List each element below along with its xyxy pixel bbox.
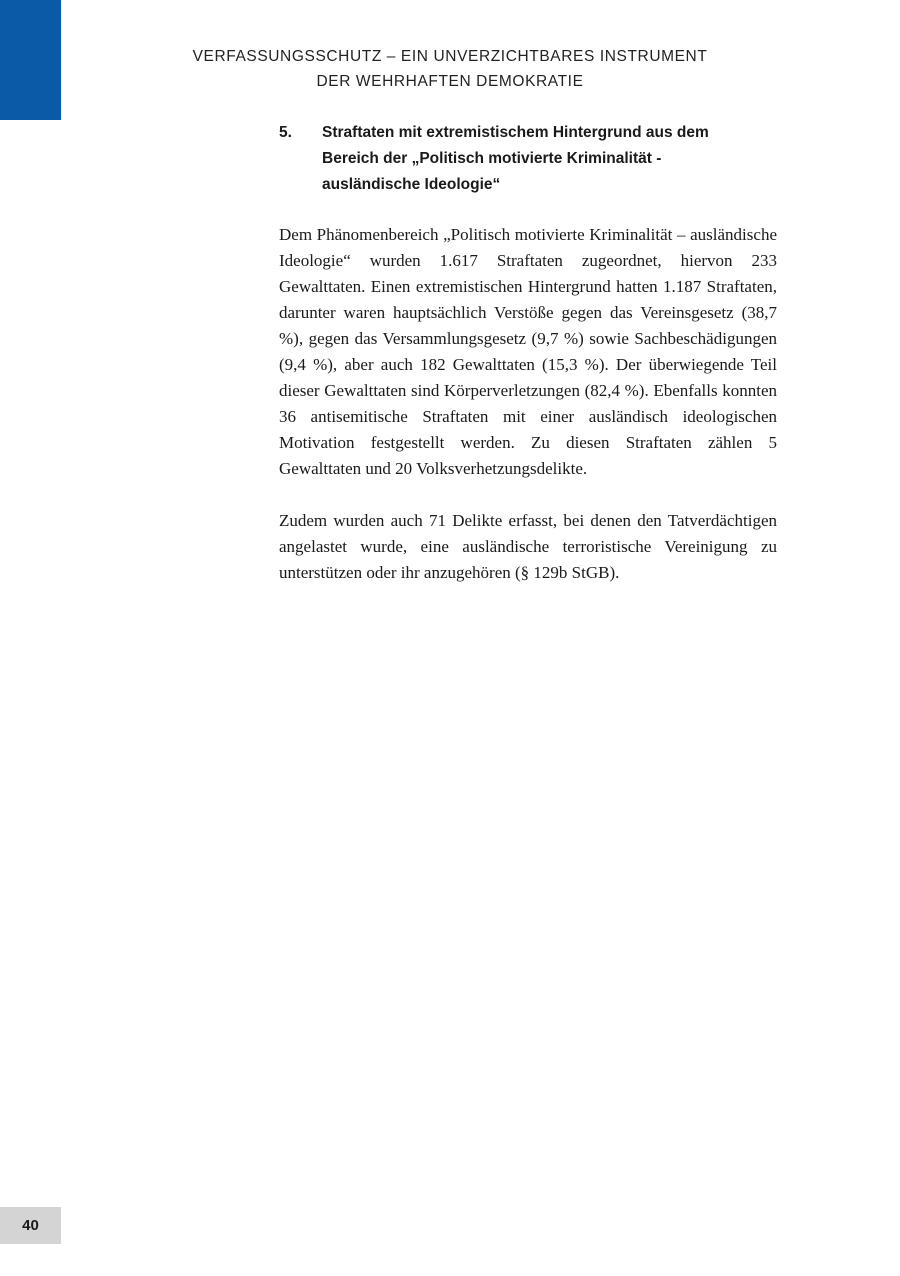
section-heading — [279, 120, 749, 198]
body-text — [279, 222, 777, 612]
section-number: 5. — [279, 124, 292, 141]
chapter-color-tab — [0, 0, 61, 120]
running-header-line-1: VERFASSUNGSSCHUTZ – EIN UNVERZICHTBARES INSTRUMENT — [192, 48, 708, 65]
paragraph-2: Zudem wurden auch 71 Delikte erfasst, bei denen den Tatverdächtigen angelastet wurde, eine ausländische terroristische Vereinigung zu unterstützen oder ihr anzugehören (§ 129b StGB). — [279, 511, 777, 582]
page-number: 40 — [0, 1207, 61, 1244]
running-header-line-2: DER WEHRHAFTEN DEMOKRATIE — [316, 73, 584, 90]
paragraph-1: Dem Phänomenbereich „Politisch motivierte Kriminalität – ausländische Ideologie“ wurden 1.617 Straftaten zugeordnet, hiervon 233 Gewalttaten. Einen extremistischen Hintergrund hatten 1.187 Straftaten, darunter waren hauptsächlich Verstöße gegen das Vereinsgesetz (38,7 %), gegen das Versammlungsgesetz (9,7 %) sowie Sachbeschädigungen (9,4 %), aber auch 182 Gewalttaten (15,3 %). Der überwiegende Teil dieser Gewalttaten sind Körperverletzungen (82,4 %). Ebenfalls konnten 36 antisemitische Straftaten mit einer ausländisch ideologischen Motivation festgestellt werden. Zu diesen Straftaten zählen 5 Gewalttaten und 20 Volksverhetzungsdelikte. — [279, 225, 777, 478]
section-title: Straftaten mit extremistischem Hintergrund aus dem Bereich der „Politisch motivierte Kriminalität - ausländische Ideologie“ — [322, 124, 709, 193]
running-header — [190, 44, 710, 94]
